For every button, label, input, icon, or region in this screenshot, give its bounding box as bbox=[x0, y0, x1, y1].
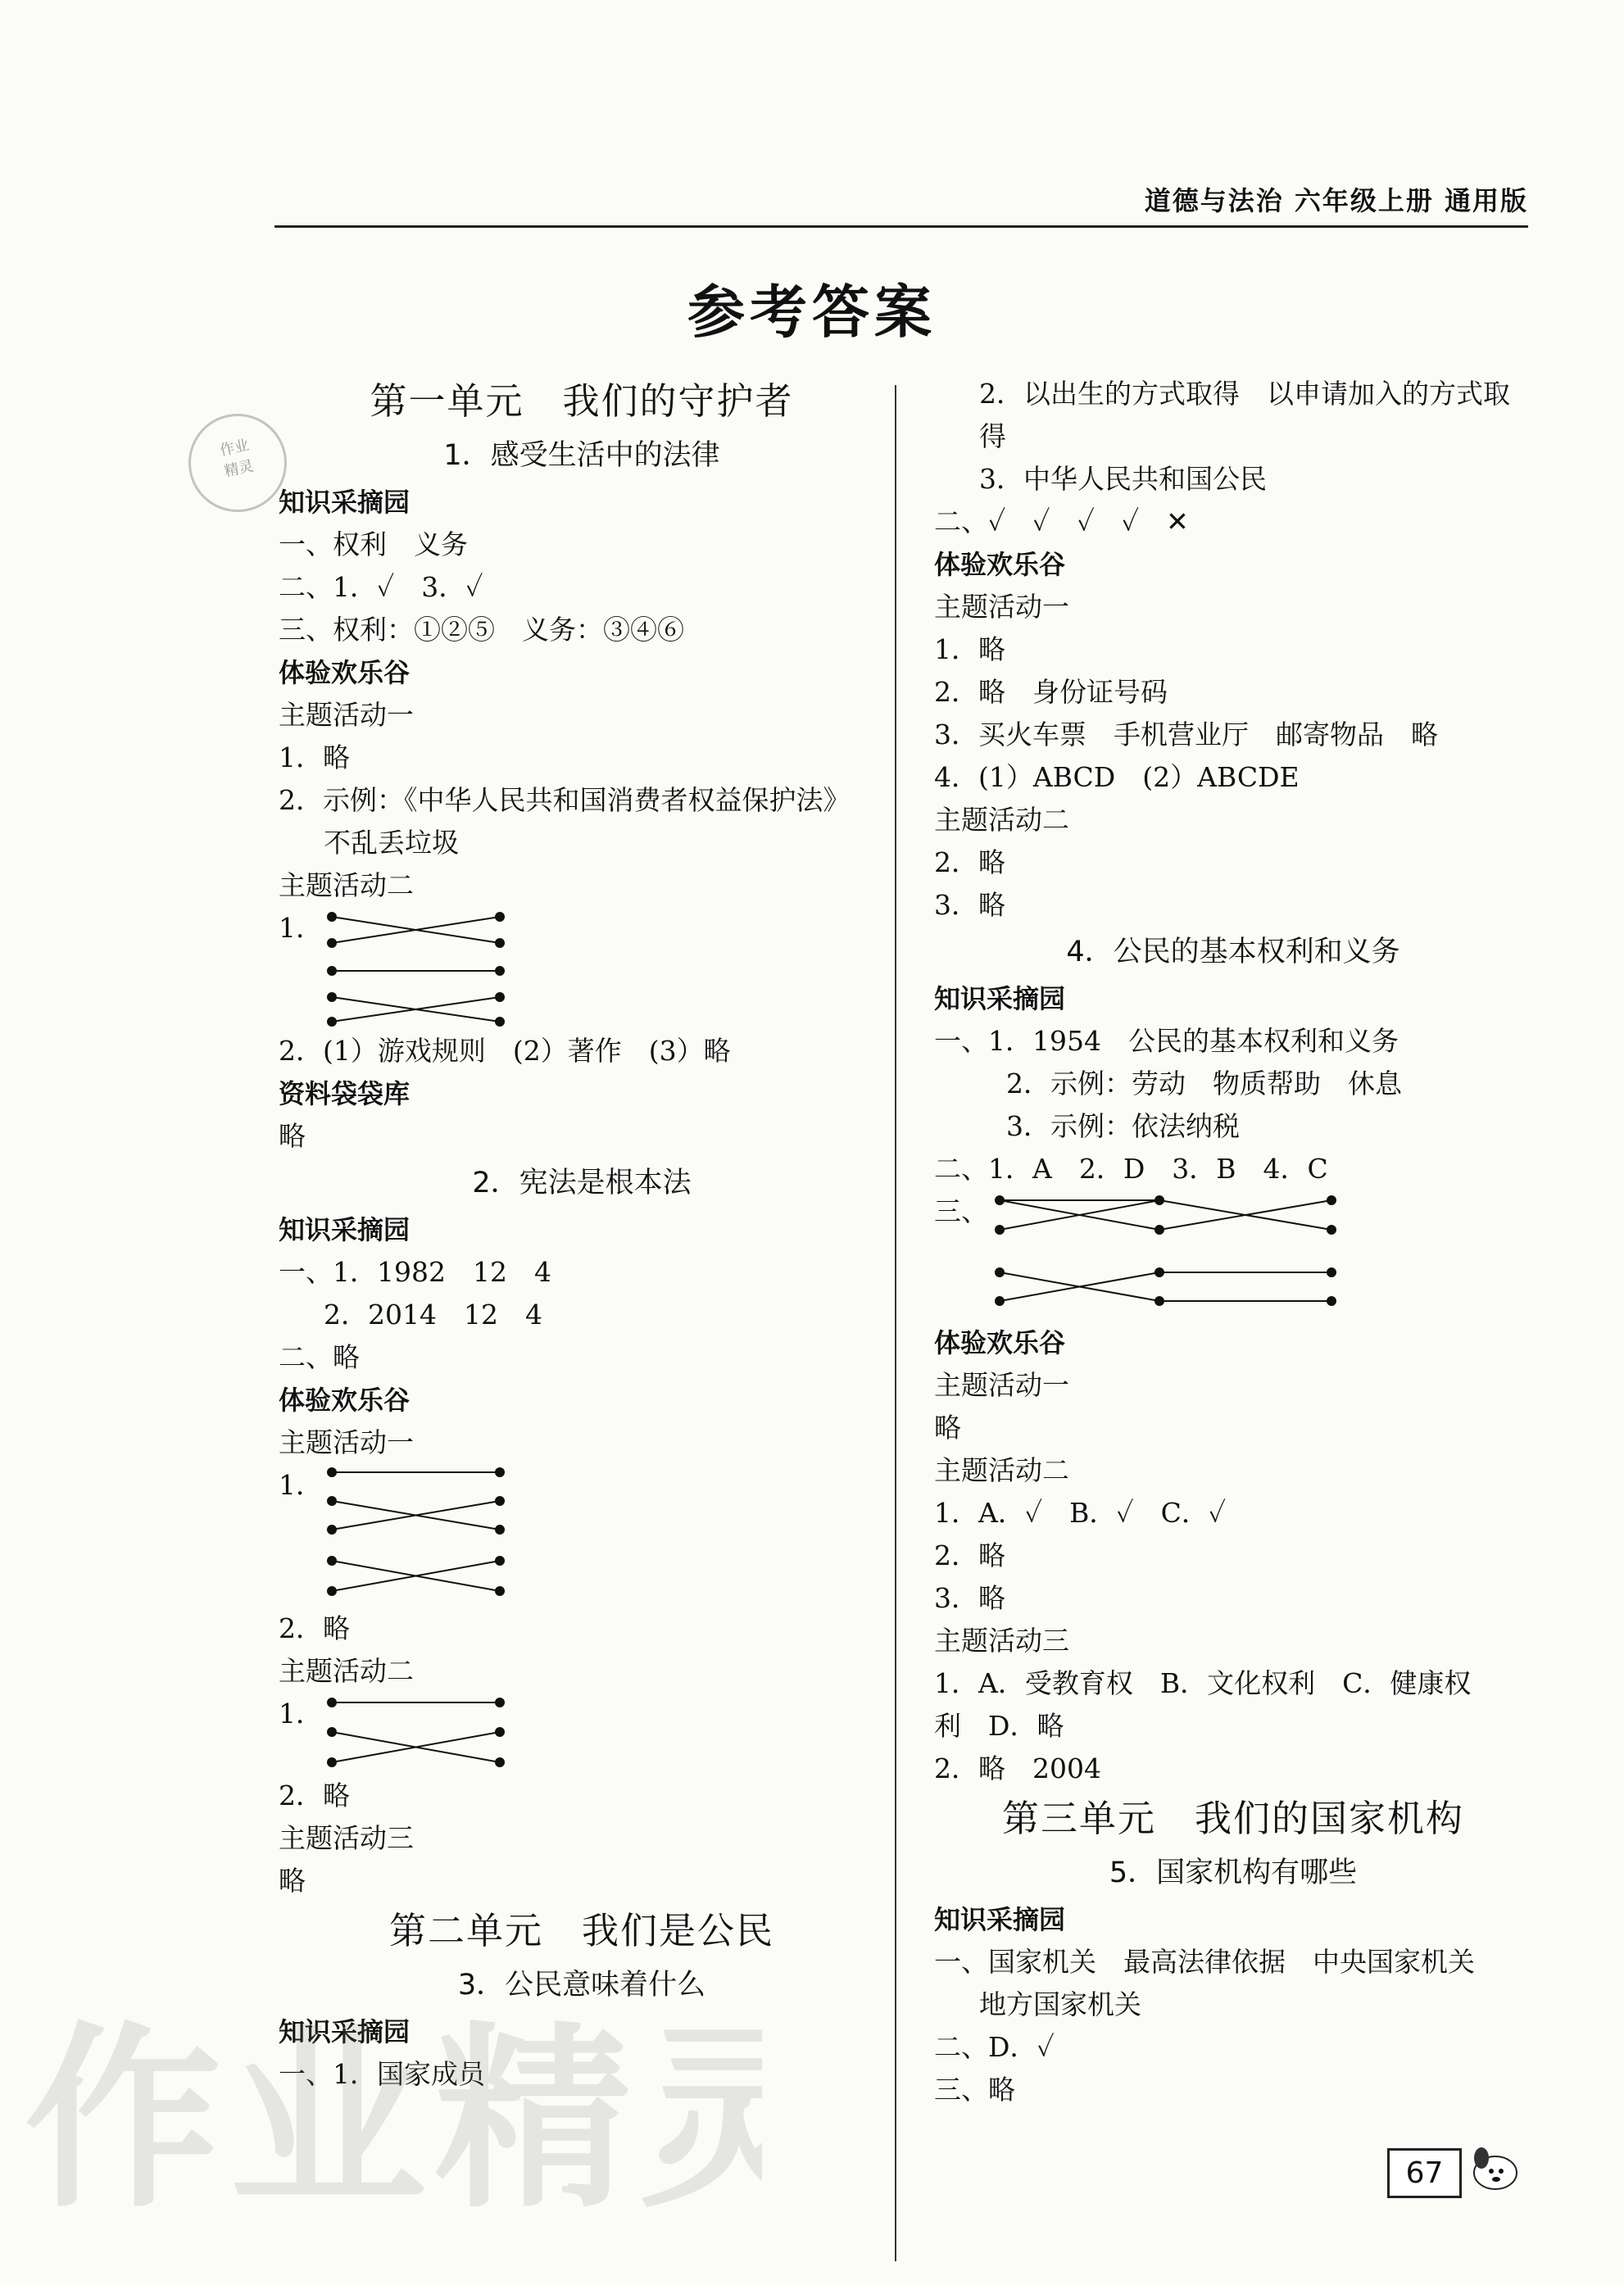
answer-line: 二、略 bbox=[279, 1341, 360, 1373]
section-heading: 知识采摘园 bbox=[934, 1904, 1066, 1935]
matching-diagram bbox=[934, 1190, 1532, 1322]
answer-line: 3．略 bbox=[934, 1582, 1005, 1614]
section-heading: 体验欢乐谷 bbox=[934, 1327, 1066, 1358]
left-column bbox=[279, 373, 885, 2096]
answer-line: 三、略 bbox=[934, 2074, 1015, 2106]
answer-line: 略 bbox=[279, 1865, 306, 1897]
answer-line: 2．略 bbox=[934, 846, 1005, 878]
answer-line: 二、1．A 2．D 3．B 4．C bbox=[934, 1153, 1328, 1185]
answer-line: 地方国家机关 bbox=[979, 1988, 1141, 2020]
answer-line: 2．示例：《中华人民共和国消费者权益保护法》 bbox=[279, 784, 851, 816]
lesson-heading: 2．宪法是根本法 bbox=[472, 1167, 692, 1199]
answer-line: 1．略 bbox=[934, 633, 1005, 665]
answer-line: 3．示例：依法纳税 bbox=[1006, 1110, 1240, 1142]
activity-label: 主题活动三 bbox=[934, 1625, 1069, 1657]
column-divider bbox=[895, 385, 896, 2261]
activity-label: 主题活动一 bbox=[279, 699, 414, 731]
dog-mascot-icon bbox=[1467, 2138, 1524, 2196]
page-number: 67 bbox=[1387, 2148, 1462, 2198]
answer-line: 2．略 bbox=[279, 1612, 350, 1644]
answer-line: 略 bbox=[279, 1120, 306, 1152]
answer-line: 二、D．✓ bbox=[934, 2031, 1055, 2063]
answer-line: 二、✓ ✓ ✓ ✓ ✕ bbox=[934, 506, 1189, 537]
section-heading: 体验欢乐谷 bbox=[934, 549, 1066, 580]
activity-label: 主题活动一 bbox=[279, 1426, 414, 1458]
section-heading: 体验欢乐谷 bbox=[279, 1385, 411, 1416]
activity-label: 主题活动二 bbox=[279, 1655, 414, 1687]
answer-line: 二、1．✓ 3．✓ bbox=[279, 571, 483, 603]
lesson-heading: 5．国家机构有哪些 bbox=[1109, 1857, 1358, 1889]
answer-line: 一、1．国家成员 bbox=[279, 2058, 485, 2090]
answer-line: 1． bbox=[279, 1469, 323, 1501]
answer-line: 一、权利 义务 bbox=[279, 528, 468, 560]
activity-label: 主题活动二 bbox=[279, 869, 414, 901]
section-heading: 知识采摘园 bbox=[279, 487, 411, 518]
unit-heading: 第一单元 我们的守护者 bbox=[370, 379, 794, 423]
answer-line: 1．略 bbox=[279, 741, 350, 773]
matching-lines-icon bbox=[324, 907, 569, 1030]
activity-label: 主题活动二 bbox=[934, 804, 1069, 836]
matching-diagram bbox=[279, 1693, 885, 1775]
answer-line: 2．(1）游戏规则 (2）著作 (3）略 bbox=[279, 1035, 731, 1067]
svg-text:作业精灵: 作业精灵 bbox=[25, 2005, 762, 2234]
lesson-heading: 1．感受生活中的法律 bbox=[443, 439, 720, 472]
matching-lines-icon bbox=[324, 1693, 569, 1775]
activity-label: 主题活动二 bbox=[934, 1454, 1069, 1486]
activity-label: 主题活动一 bbox=[934, 591, 1069, 623]
answer-line: 1．A．✓ B．✓ C．✓ bbox=[934, 1497, 1227, 1529]
page-header: 道德与法治 六年级上册 通用版 bbox=[274, 176, 1528, 228]
section-heading: 知识采摘园 bbox=[279, 2016, 411, 2047]
section-heading: 体验欢乐谷 bbox=[279, 657, 411, 688]
matching-lines-icon bbox=[324, 1464, 569, 1607]
answer-line: 三、权利：①②⑤ 义务：③④⑥ bbox=[279, 614, 684, 646]
answer-line: 3．买火车票 手机营业厅 邮寄物品 略 bbox=[934, 719, 1438, 750]
answer-line: 一、1．1982 12 4 bbox=[279, 1256, 551, 1288]
answer-line: 1． bbox=[279, 912, 323, 944]
page-title: 参考答案 bbox=[687, 279, 937, 346]
answer-line: 2．略 身份证号码 bbox=[934, 676, 1168, 708]
stamp-icon bbox=[199, 425, 275, 495]
lesson-heading: 4．公民的基本权利和义务 bbox=[1066, 936, 1400, 968]
answer-line: 三、 bbox=[934, 1195, 988, 1227]
matching-diagram bbox=[279, 907, 885, 1030]
answer-line: 2．略 2004 bbox=[934, 1752, 1101, 1784]
svg-text:作业: 作业 bbox=[218, 436, 251, 460]
answer-line: 2．略 bbox=[279, 1779, 350, 1811]
answer-line: 3．中华人民共和国公民 bbox=[979, 463, 1267, 495]
answer-line: 2．略 bbox=[934, 1539, 1005, 1571]
svg-text:精灵: 精灵 bbox=[222, 457, 256, 481]
answer-line: 一、1．1954 公民的基本权利和义务 bbox=[934, 1025, 1399, 1057]
answer-line: 1． bbox=[279, 1698, 323, 1730]
section-heading: 知识采摘园 bbox=[279, 1214, 411, 1245]
watermark-icon bbox=[25, 1991, 762, 2237]
answer-line: 2．示例：劳动 物质帮助 休息 bbox=[1006, 1068, 1402, 1099]
activity-label: 主题活动三 bbox=[279, 1822, 414, 1854]
right-column bbox=[934, 373, 1532, 2111]
matching-diagram bbox=[279, 1464, 885, 1607]
answer-line: 略 bbox=[934, 1412, 961, 1444]
answer-line: 不乱丢垃圾 bbox=[324, 827, 459, 859]
answer-line: 4．(1）ABCD (2）ABCDE bbox=[934, 761, 1300, 793]
answer-line: 利 D．略 bbox=[934, 1710, 1064, 1742]
unit-heading: 第三单元 我们的国家机构 bbox=[1001, 1797, 1464, 1840]
section-heading: 知识采摘园 bbox=[934, 983, 1066, 1014]
activity-label: 主题活动一 bbox=[934, 1369, 1069, 1401]
watermark-text bbox=[25, 1991, 762, 2285]
answer-line: 得 bbox=[979, 420, 1006, 452]
answer-line: 1．A．受教育权 B．文化权利 C．健康权 bbox=[934, 1667, 1472, 1699]
answer-line: 2．以出生的方式取得 以申请加入的方式取 bbox=[979, 378, 1510, 410]
answer-line: 2．2014 12 4 bbox=[324, 1299, 542, 1331]
unit-heading: 第二单元 我们是公民 bbox=[388, 1909, 774, 1952]
section-heading: 资料袋袋库 bbox=[279, 1078, 411, 1109]
answer-line: 3．略 bbox=[934, 889, 1005, 921]
answer-line: 一、国家机关 最高法律依据 中央国家机关 bbox=[934, 1946, 1475, 1978]
lesson-heading: 3．公民意味着什么 bbox=[457, 1969, 706, 2002]
matching-lines-icon bbox=[979, 1190, 1389, 1322]
